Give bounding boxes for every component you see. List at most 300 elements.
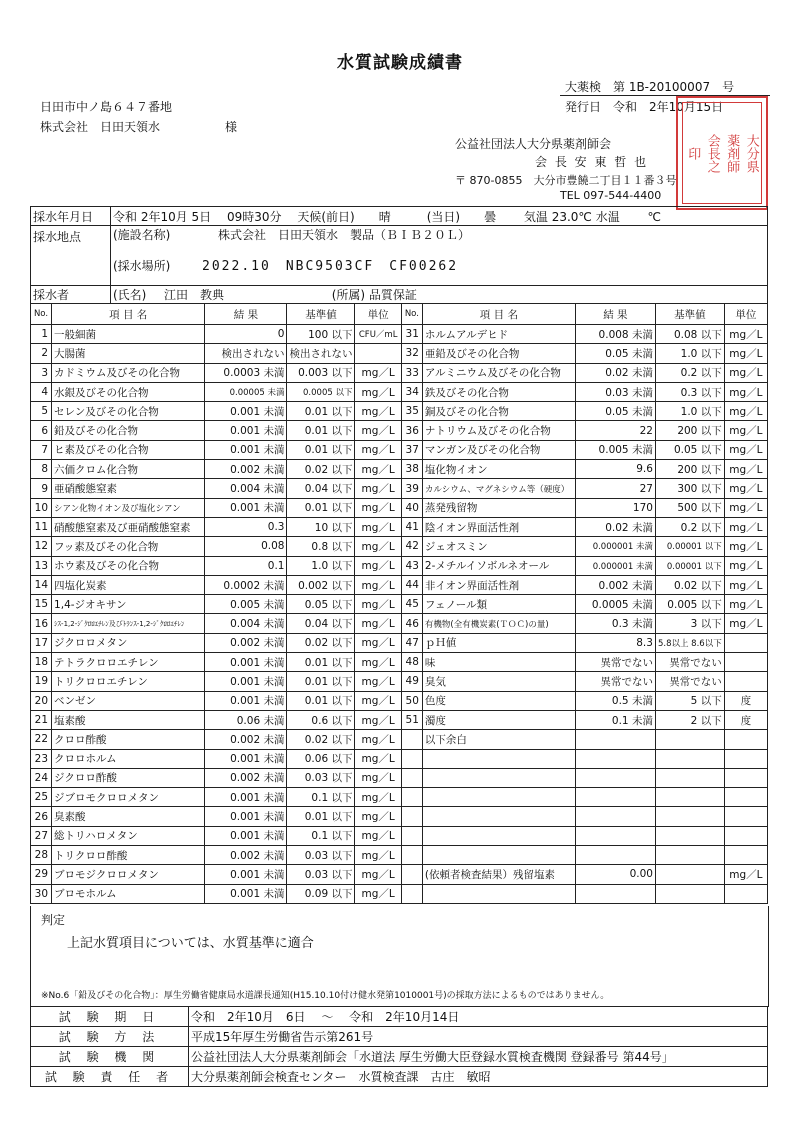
- result-value: 0.001 未満: [205, 498, 287, 517]
- item-name: 1,4-ジオキサン: [52, 595, 205, 614]
- standard-value: 0.03 以下: [287, 768, 355, 787]
- row-number: 21: [31, 710, 52, 729]
- item-name: 非イオン界面活性剤: [422, 575, 575, 594]
- standard-value: 200 以下: [655, 421, 724, 440]
- standard-value: 0.005 以下: [655, 595, 724, 614]
- result-value: 0.001 未満: [205, 807, 287, 826]
- standard-value: 1.0 以下: [655, 344, 724, 363]
- item-name: ヒ素及びその化合物: [52, 440, 205, 459]
- item-name: [422, 807, 575, 826]
- result-value: [575, 730, 655, 749]
- unit: [724, 633, 767, 652]
- standard-value: 0.8 以下: [287, 537, 355, 556]
- unit: [355, 344, 401, 363]
- row-number: 16: [31, 614, 52, 633]
- row-number: 9: [31, 479, 52, 498]
- result-value: 22: [575, 421, 655, 440]
- item-name: 水銀及びその化合物: [52, 382, 205, 401]
- result-value: 0.001 未満: [205, 691, 287, 710]
- row-number: 48: [401, 653, 422, 672]
- results-table: [30, 303, 768, 904]
- item-name: テトラクロロエチレン: [52, 653, 205, 672]
- item-name: 銅及びその化合物: [422, 402, 575, 421]
- standard-value: 0.1 以下: [287, 826, 355, 845]
- item-name: 鉄及びその化合物: [422, 382, 575, 401]
- row-number: 47: [401, 633, 422, 652]
- unit: mg／L: [355, 884, 401, 903]
- standard-value: 100 以下: [287, 325, 355, 344]
- unit: mg／L: [355, 614, 401, 633]
- result-value: 0.001 未満: [205, 402, 287, 421]
- row-number: 27: [31, 826, 52, 845]
- unit: [724, 672, 767, 691]
- unit: mg／L: [355, 575, 401, 594]
- recipient-honorific: 様: [225, 120, 238, 134]
- item-name: 四塩化炭素: [52, 575, 205, 594]
- issue-date: 発行日 令和 2年10月15日: [565, 100, 724, 114]
- seal-text: 会長之: [704, 133, 720, 173]
- row-number: 50: [401, 691, 422, 710]
- result-value: 0.002 未満: [205, 730, 287, 749]
- item-name: [422, 846, 575, 865]
- row-number: 31: [401, 325, 422, 344]
- unit: mg／L: [724, 382, 767, 401]
- result-value: [575, 826, 655, 845]
- unit: [724, 730, 767, 749]
- result-value: 0.08: [205, 537, 287, 556]
- standard-value: 異常でない: [655, 653, 724, 672]
- table-row: [31, 344, 768, 363]
- doc-number: 大薬検 第 1B-20100007 号: [565, 80, 735, 94]
- unit: mg／L: [355, 440, 401, 459]
- row-number: 23: [31, 749, 52, 768]
- result-value: 0.03 未満: [575, 382, 655, 401]
- item-name: カドミウム及びその化合物: [52, 363, 205, 382]
- item-name: 大腸菌: [52, 344, 205, 363]
- unit: mg／L: [355, 672, 401, 691]
- location-value: 2022.10 NBC9503CF CF00262: [202, 259, 459, 274]
- standard-value: 0.002 以下: [287, 575, 355, 594]
- result-value: 0.3: [205, 517, 287, 536]
- row-number: [401, 730, 422, 749]
- standard-value: 0.02 以下: [287, 460, 355, 479]
- item-name: 一般細菌: [52, 325, 205, 344]
- row-number: 8: [31, 460, 52, 479]
- sampling-info-table: [30, 206, 768, 304]
- result-value: 0.001 未満: [205, 440, 287, 459]
- item-name: 2-メチルイソボルネオール: [422, 556, 575, 575]
- table-row: [31, 440, 768, 459]
- result-value: 0.001 未満: [205, 421, 287, 440]
- unit: mg／L: [724, 402, 767, 421]
- col-header-unit: 単位: [355, 304, 401, 325]
- issuer-president: 会 長 安 東 哲 也: [535, 155, 649, 169]
- item-name: 有機物(全有機炭素(ＴＯＣ)の量): [422, 614, 575, 633]
- row-number: 43: [401, 556, 422, 575]
- standard-value: 0.00001 以下: [655, 556, 724, 575]
- item-name: クロロホルム: [52, 749, 205, 768]
- table-row: [31, 382, 768, 401]
- standard-value: [655, 807, 724, 826]
- row-number: 34: [401, 382, 422, 401]
- sampling-date-value: 令和 2年10月 5日 09時30分 天候(前日) 晴 (当日) 曇 気温 23.0℃ 水温 ℃: [111, 207, 768, 226]
- row-number: 32: [401, 344, 422, 363]
- result-value: [575, 846, 655, 865]
- result-value: 0.02 未満: [575, 363, 655, 382]
- result-value: 0.001 未満: [205, 788, 287, 807]
- item-name: [422, 884, 575, 903]
- item-name: 味: [422, 653, 575, 672]
- result-value: 0.05 未満: [575, 344, 655, 363]
- row-number: [401, 788, 422, 807]
- standard-value: [655, 846, 724, 865]
- item-name: 蒸発残留物: [422, 498, 575, 517]
- col-header-standard: 基準値: [287, 304, 355, 325]
- standard-value: 0.01 以下: [287, 498, 355, 517]
- unit: mg／L: [724, 440, 767, 459]
- unit: 度: [724, 691, 767, 710]
- result-value: 0.00: [575, 865, 655, 884]
- table-row: [31, 479, 768, 498]
- item-name: クロロ酢酸: [52, 730, 205, 749]
- seal-text: 大分県: [743, 133, 759, 173]
- item-name: アルミニウム及びその化合物: [422, 363, 575, 382]
- table-row: [31, 633, 768, 652]
- standard-value: 0.01 以下: [287, 440, 355, 459]
- unit: mg／L: [355, 633, 401, 652]
- item-name: フッ素及びその化合物: [52, 537, 205, 556]
- result-value: 0.06 未満: [205, 710, 287, 729]
- unit: mg／L: [355, 363, 401, 382]
- row-number: 38: [401, 460, 422, 479]
- standard-value: [655, 865, 724, 884]
- issuer-address: 〒 870-0855 大分市豊饒二丁目１１番３号: [455, 174, 677, 187]
- standard-value: 0.01 以下: [287, 807, 355, 826]
- item-name: 塩化物イオン: [422, 460, 575, 479]
- row-number: 10: [31, 498, 52, 517]
- item-name: [422, 749, 575, 768]
- result-value: 0.05 未満: [575, 402, 655, 421]
- standard-value: 検出されない: [287, 344, 355, 363]
- item-name: ホルムアルデヒド: [422, 325, 575, 344]
- standard-value: 1.0 以下: [287, 556, 355, 575]
- unit: mg／L: [355, 807, 401, 826]
- row-number: 51: [401, 710, 422, 729]
- unit: [724, 788, 767, 807]
- standard-value: 0.02 以下: [655, 575, 724, 594]
- standard-value: 1.0 以下: [655, 402, 724, 421]
- seal-text: 印: [685, 146, 701, 160]
- table-row: [31, 498, 768, 517]
- item-name: ｐＨ値: [422, 633, 575, 652]
- result-value: 9.6: [575, 460, 655, 479]
- result-value: 27: [575, 479, 655, 498]
- row-number: 36: [401, 421, 422, 440]
- standard-value: 0.01 以下: [287, 421, 355, 440]
- table-row: [31, 595, 768, 614]
- result-value: 0.000001 未満: [575, 556, 655, 575]
- table-row: [31, 537, 768, 556]
- test-method-value: 平成15年厚生労働省告示第261号: [189, 1027, 768, 1047]
- standard-value: [655, 826, 724, 845]
- item-name: ジクロロ酢酸: [52, 768, 205, 787]
- standard-value: 5 以下: [655, 691, 724, 710]
- facility-value: 株式会社 日田天領水 製品（ＢＩＢ２０Ｌ）: [218, 228, 471, 242]
- standard-value: 0.1 以下: [287, 788, 355, 807]
- issuer-tel: TEL 097-544-4400: [560, 189, 662, 202]
- row-number: 30: [31, 884, 52, 903]
- recipient-name: 株式会社 日田天領水: [40, 120, 161, 134]
- table-row: [31, 749, 768, 768]
- result-value: 0.1 未満: [575, 710, 655, 729]
- standard-value: 10 以下: [287, 517, 355, 536]
- unit: mg／L: [724, 325, 767, 344]
- row-number: [401, 749, 422, 768]
- test-method-label: 試 験 方 法: [31, 1027, 189, 1047]
- result-value: 0.001 未満: [205, 865, 287, 884]
- table-row: [31, 325, 768, 344]
- result-value: 0.0003 未満: [205, 363, 287, 382]
- unit: mg／L: [724, 421, 767, 440]
- item-name: ジェオスミン: [422, 537, 575, 556]
- row-number: [401, 865, 422, 884]
- unit: [724, 884, 767, 903]
- unit: CFU／mL: [355, 325, 401, 344]
- item-name: ブロモジクロロメタン: [52, 865, 205, 884]
- unit: mg／L: [724, 556, 767, 575]
- standard-value: 5.8以上 8.6以下: [655, 633, 724, 652]
- table-row: [31, 710, 768, 729]
- result-value: 0.001 未満: [205, 653, 287, 672]
- table-row: [31, 884, 768, 903]
- unit: mg／L: [355, 846, 401, 865]
- unit: mg／L: [355, 402, 401, 421]
- judgement-section: [30, 906, 769, 1007]
- row-number: 20: [31, 691, 52, 710]
- row-number: 25: [31, 788, 52, 807]
- standard-value: 2 以下: [655, 710, 724, 729]
- standard-value: 0.6 以下: [287, 710, 355, 729]
- standard-value: [655, 730, 724, 749]
- item-name: 臭気: [422, 672, 575, 691]
- result-value: 0.002 未満: [205, 460, 287, 479]
- row-number: [401, 884, 422, 903]
- item-name: シアン化物イオン及び塩化シアン: [52, 498, 205, 517]
- unit: mg／L: [724, 595, 767, 614]
- unit: mg／L: [724, 537, 767, 556]
- col-header-item: 項 目 名: [422, 304, 575, 325]
- row-number: 29: [31, 865, 52, 884]
- row-number: 14: [31, 575, 52, 594]
- location-label: (採水場所): [113, 259, 171, 273]
- test-period-value: 令和 2年10月 6日 ～ 令和 2年10月14日: [189, 1007, 768, 1027]
- row-number: 7: [31, 440, 52, 459]
- test-institution-label: 試 験 機 関: [31, 1047, 189, 1067]
- official-seal: [676, 96, 768, 210]
- table-row: [31, 691, 768, 710]
- standard-value: 0.00001 以下: [655, 537, 724, 556]
- name-label: (氏名): [113, 288, 147, 302]
- item-name: ジブロモクロロメタン: [52, 788, 205, 807]
- sampling-place-label: 採水地点: [31, 226, 111, 286]
- result-value: 0.001 未満: [205, 884, 287, 903]
- result-value: 0.004 未満: [205, 614, 287, 633]
- item-name: トリクロロ酢酸: [52, 846, 205, 865]
- result-value: 0.000001 未満: [575, 537, 655, 556]
- col-header-result: 結 果: [205, 304, 287, 325]
- table-row: [31, 402, 768, 421]
- unit: mg／L: [724, 498, 767, 517]
- item-name: ｼｽ-1,2-ｼﾞｸﾛﾛｴﾁﾚﾝ及びﾄﾗﾝｽ-1,2-ｼﾞｸﾛﾛｴﾁﾚﾝ: [52, 614, 205, 633]
- unit: mg／L: [355, 556, 401, 575]
- row-number: 22: [31, 730, 52, 749]
- row-number: 13: [31, 556, 52, 575]
- result-value: 0.3 未満: [575, 614, 655, 633]
- standard-value: 0.04 以下: [287, 479, 355, 498]
- judgement-note: ※No.6「鉛及びその化合物」：厚生労働省健康局水道課長通知(H15.10.10付け健水発第1010001号)の採取方法によるものではありません。: [41, 991, 610, 1001]
- result-value: 0.002 未満: [205, 846, 287, 865]
- result-value: [575, 768, 655, 787]
- table-row: [31, 460, 768, 479]
- standard-value: 0.05 以下: [287, 595, 355, 614]
- result-value: 0.002 未満: [575, 575, 655, 594]
- row-number: 17: [31, 633, 52, 652]
- row-number: 46: [401, 614, 422, 633]
- col-header-no: No.: [401, 304, 422, 325]
- table-row: [31, 517, 768, 536]
- item-name: 塩素酸: [52, 710, 205, 729]
- standard-value: 異常でない: [655, 672, 724, 691]
- table-row: [31, 556, 768, 575]
- standard-value: 0.02 以下: [287, 633, 355, 652]
- table-row: [31, 807, 768, 826]
- item-name: マンガン及びその化合物: [422, 440, 575, 459]
- standard-value: 0.01 以下: [287, 672, 355, 691]
- standard-value: [655, 884, 724, 903]
- result-value: 0.002 未満: [205, 633, 287, 652]
- row-number: 1: [31, 325, 52, 344]
- result-value: 0.008 未満: [575, 325, 655, 344]
- item-name: ベンゼン: [52, 691, 205, 710]
- table-row: [31, 730, 768, 749]
- standard-value: 500 以下: [655, 498, 724, 517]
- table-row: [31, 788, 768, 807]
- row-number: 12: [31, 537, 52, 556]
- standard-value: 0.01 以下: [287, 653, 355, 672]
- item-name: 六価クロム化合物: [52, 460, 205, 479]
- unit: mg／L: [724, 344, 767, 363]
- test-institution-value: 公益社団法人大分県薬剤師会「水道法 厚生労働大臣登録水質検査機関 登録番号 第44号」: [189, 1047, 768, 1067]
- result-value: [575, 749, 655, 768]
- result-value: 異常でない: [575, 653, 655, 672]
- unit: mg／L: [355, 421, 401, 440]
- col-header-unit: 単位: [724, 304, 767, 325]
- result-value: 0: [205, 325, 287, 344]
- item-name: カルシウム、マグネシウム等（硬度）: [422, 479, 575, 498]
- unit: mg／L: [724, 865, 767, 884]
- unit: [724, 653, 767, 672]
- result-value: 0.00005 未満: [205, 382, 287, 401]
- item-name: トリクロロエチレン: [52, 672, 205, 691]
- unit: mg／L: [724, 363, 767, 382]
- col-header-standard: 基準値: [655, 304, 724, 325]
- col-header-no: No.: [31, 304, 52, 325]
- facility-label: (施設名称): [113, 228, 171, 242]
- standard-value: 0.09 以下: [287, 884, 355, 903]
- table-row: [31, 865, 768, 884]
- row-number: [401, 826, 422, 845]
- row-number: 39: [401, 479, 422, 498]
- unit: mg／L: [355, 730, 401, 749]
- row-number: 18: [31, 653, 52, 672]
- item-name: (依頼者検査結果）残留塩素: [422, 865, 575, 884]
- standard-value: 0.03 以下: [287, 865, 355, 884]
- item-name: 陰イオン界面活性剤: [422, 517, 575, 536]
- unit: mg／L: [355, 460, 401, 479]
- row-number: 2: [31, 344, 52, 363]
- standard-value: 3 以下: [655, 614, 724, 633]
- standard-value: 0.02 以下: [287, 730, 355, 749]
- unit: mg／L: [355, 710, 401, 729]
- row-number: 24: [31, 768, 52, 787]
- item-name: フェノール類: [422, 595, 575, 614]
- name-value: 江田 教典: [164, 288, 225, 302]
- standard-value: [655, 749, 724, 768]
- row-number: 42: [401, 537, 422, 556]
- table-row: [31, 846, 768, 865]
- item-name: 以下余白: [422, 730, 575, 749]
- standard-value: 0.01 以下: [287, 691, 355, 710]
- result-value: 0.0002 未満: [205, 575, 287, 594]
- issuer-org: 公益社団法人大分県薬剤師会: [455, 137, 612, 151]
- col-header-item: 項 目 名: [52, 304, 205, 325]
- result-value: 0.001 未満: [205, 826, 287, 845]
- unit: mg／L: [355, 826, 401, 845]
- unit: mg／L: [724, 460, 767, 479]
- item-name: 鉛及びその化合物: [52, 421, 205, 440]
- row-number: 28: [31, 846, 52, 865]
- row-number: 35: [401, 402, 422, 421]
- item-name: ジクロロメタン: [52, 633, 205, 652]
- table-row: [31, 575, 768, 594]
- result-value: 検出されない: [205, 344, 287, 363]
- standard-value: [655, 768, 724, 787]
- item-name: ナトリウム及びその化合物: [422, 421, 575, 440]
- unit: mg／L: [724, 517, 767, 536]
- row-number: 19: [31, 672, 52, 691]
- unit: mg／L: [355, 537, 401, 556]
- judgement-label: 判定: [41, 913, 66, 927]
- unit: mg／L: [355, 498, 401, 517]
- row-number: 4: [31, 382, 52, 401]
- unit: mg／L: [724, 614, 767, 633]
- item-name: 総トリハロメタン: [52, 826, 205, 845]
- item-name: [422, 768, 575, 787]
- item-name: ブロモホルム: [52, 884, 205, 903]
- judgement-text: 上記水質項目については、水質基準に適合: [67, 936, 314, 951]
- unit: mg／L: [355, 517, 401, 536]
- row-number: 40: [401, 498, 422, 517]
- col-header-result: 結 果: [575, 304, 655, 325]
- standard-value: 0.03 以下: [287, 846, 355, 865]
- result-value: 170: [575, 498, 655, 517]
- unit: mg／L: [355, 653, 401, 672]
- table-row: [31, 768, 768, 787]
- test-manager-value: 大分県薬剤師会検査センター 水質検査課 古庄 敏昭: [189, 1067, 768, 1087]
- result-value: 0.001 未満: [205, 749, 287, 768]
- dept-label: (所属): [331, 288, 366, 302]
- standard-value: 0.2 以下: [655, 517, 724, 536]
